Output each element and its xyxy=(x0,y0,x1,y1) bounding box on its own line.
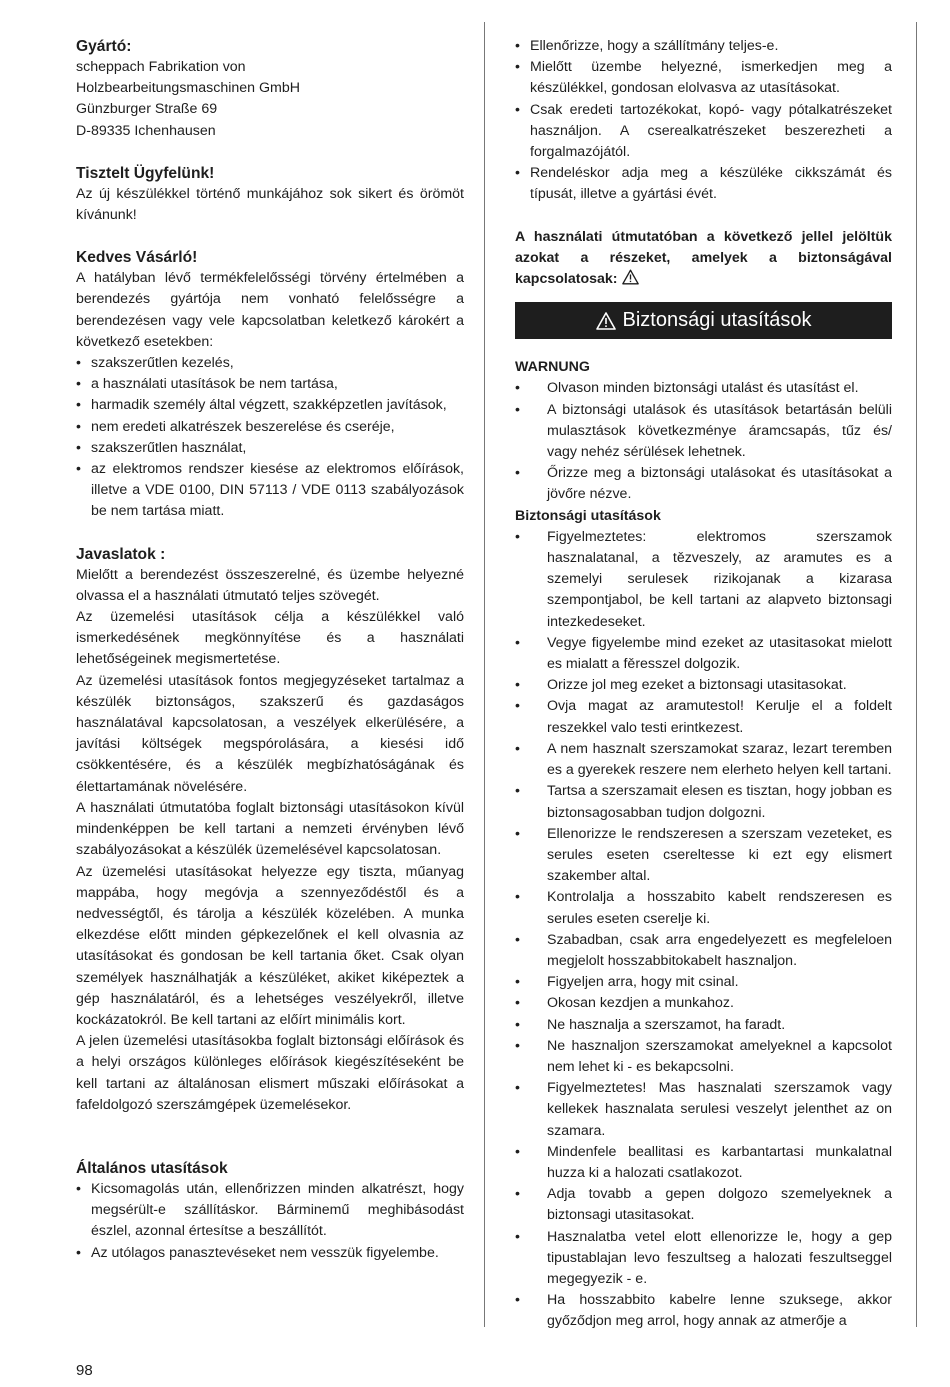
general-bullet-list xyxy=(76,1179,464,1264)
list-item: • Orizze jol meg ezeket a biztonsagi utasitasokat. xyxy=(515,675,892,696)
list-item: • Ne hasznaljon szerszamokat amelyeknel a kapcsolot nem lehet ki - es bekapcsolni. xyxy=(515,1036,892,1078)
list-item: • szakszerűtlen kezelés, xyxy=(76,353,464,374)
address-line: Holzbearbeitungsmaschinen GmbH xyxy=(76,80,300,97)
list-item: • Vegye figyelembe mind ezeket az utasitasokat mielott es mialatt a fěresszel dolgozik. xyxy=(515,633,892,675)
buyer-text: A hatályban lévő termékfelelősségi törvény értelmében a berendezés gyártója nem vonható felelősségre a berendezésen vagy vele kapcsolatban keletkező károkért a következő esetekben: xyxy=(76,270,464,350)
warnung-bullet-list xyxy=(515,378,892,505)
manufacturer-heading: Gyártó: xyxy=(76,38,132,55)
customer-text: Az új készülékkel történő munkájához sok sikert és örömöt kívánunk! xyxy=(76,185,464,224)
list-item: • szakszerűtlen használat, xyxy=(76,438,464,459)
list-item: • Rendeléskor adja meg a készüléke cikkszámát és típusát, illetve a gyártási évét. xyxy=(515,163,892,205)
advice-paragraph: A jelen üzemelési utasításokba foglalt biztonsági előírások és a helyi országos különleges előírások kiegészítéseként be kell tartani az általánosan elismert műszaki előírásokat a fafeldolgozó szerszámgépek üzemelésekor. xyxy=(76,1033,464,1113)
address-line: Günzburger Straße 69 xyxy=(76,101,218,118)
safety-bullet-list xyxy=(515,527,892,1333)
warning-triangle-icon xyxy=(596,312,616,330)
list-item: • harmadik személy által végzett, szakképzetlen javítások, xyxy=(76,395,464,416)
advice-paragraph: Az üzemelési utasítások célja a készülékkel való ismerkedésének megkönnyítése és a használati lehetőségeinek megismertetése. xyxy=(76,609,464,668)
list-item: • Hasznalatba vetel elott ellenorizze le, hogy a gep tipustablajan levo feszultseg a halozati feszultseggel megegyezik - e. xyxy=(515,1227,892,1291)
list-item: • Szabadban, csak arra engedelyezett es megfeleloen megjelolt hosszabbitokabelt hasznaljon. xyxy=(515,930,892,972)
advice-paragraph: Az üzemelési utasítások fontos megjegyzéseket tartalmaz a készülék biztonságos, szakszerű és gazdaságos használatával kapcsolatosan, a veszélyek elkerülésére, a javítási költségek megspórolására, a kiesési idő csökkentésére, és a készülék megbízhatóságának és élettartamának növelésére. xyxy=(76,672,464,795)
warning-triangle-icon xyxy=(622,269,639,285)
list-item: • Ellenőrizze, hogy a szállítmány teljes-e. xyxy=(515,36,892,57)
list-item: • Az utólagos panasztevéseket nem vesszük figyelembe. xyxy=(76,1243,464,1264)
list-item: • Figyeljen arra, hogy mit csinal. xyxy=(515,972,892,993)
top-bullet-list xyxy=(515,36,892,206)
advice-heading: Javaslatok : xyxy=(76,545,166,563)
warnung-heading: WARNUNG xyxy=(515,359,590,376)
safety-subheading: Biztonsági utasítások xyxy=(515,507,661,524)
advice-paragraph: A használati útmutatóba foglalt biztonsági utasításokon kívül mindenképpen be kell tartani a nemzeti érvényben lévő szabályozásokat a készülék üzemelésével kapcsolatosan. xyxy=(76,799,464,859)
list-item: • Kontrolalja a hosszabito kabelt rendszeresen es serules eseten cserelje ki. xyxy=(515,887,892,929)
list-item: • Mielőtt üzembe helyezné, ismerkedjen meg a készülékkel, gondosan elolvasva az utasításokat. xyxy=(515,57,892,99)
list-item: • Kicsomagolás után, ellenőrizzen minden alkatrészt, hogy megsérült-e szállításkor. Bárminemű meghibásodást észlel, azonnal értesítse a beszállítót. xyxy=(76,1179,464,1243)
right-column-rule xyxy=(916,22,917,1327)
left-column-rule xyxy=(484,22,485,1327)
banner-title: Biztonsági utasítások xyxy=(622,309,812,332)
advice-paragraph: Mielőtt a berendezést összeszerelné, és üzembe helyezné olvassa el a használati útmutató teljes szövegét. xyxy=(76,566,464,604)
safety-banner xyxy=(515,302,892,339)
warning-note xyxy=(515,227,892,291)
warning-note-text: A használati útmutatóban a következő jellel jelöltük azokat a részeket, amelyek a biztonságával kapcsolatosak: xyxy=(515,228,892,288)
customer-heading: Tisztelt Ügyfelünk! xyxy=(76,164,215,182)
address-line: D-89335 Ichenhausen xyxy=(76,122,216,139)
list-item: • Őrizze meg a biztonsági utalásokat és utasításokat a jövőre nézve. xyxy=(515,463,892,505)
list-item: • Ellenorizze le rendszeresen a szerszam vezeteket, es serules eseten csereltesse ki ezt egy elismert szakember altal. xyxy=(515,824,892,888)
list-item: • Ha hosszabbito kabelre lenne szuksege, akkor győződjon meg arrol, hogy annak az atmerője a xyxy=(515,1290,892,1332)
list-item: • Figyelmeztetes! Mas hasznalati szerszamok vagy kellekek hasznalata serulesi veszelyt jelenthet az on szamara. xyxy=(515,1078,892,1142)
list-item: • Olvason minden biztonsági utalást és utasítást el. xyxy=(515,378,892,399)
list-item: • Adja tovabb a gepen dolgozo szemelyeknek a biztonsagi utasitasokat. xyxy=(515,1184,892,1226)
list-item: • a használati utasítások be nem tartása, xyxy=(76,374,464,395)
list-item: • nem eredeti alkatrészek beszerelése és cseréje, xyxy=(76,417,464,438)
list-item: • A biztonsági utalások és utasítások betartásán belüli mulasztások következménye áramcsapás, tűz és/ vagy nehéz sérülések lehetnek. xyxy=(515,400,892,464)
address-line: scheppach Fabrikation von xyxy=(76,59,246,75)
list-item: • Csak eredeti tartozékokat, kopó- vagy pótalkatrészeket használjon. A cserealkatrészeket beszerezheti a forgalmazójától. xyxy=(515,100,892,164)
buyer-bullet-list xyxy=(76,353,464,523)
right-column xyxy=(515,36,892,1333)
advice-paragraph: Az üzemelési utasításokat helyezze egy tiszta, műanyag mappába, hogy megóvja a szennyeződéstől és a nedvességtől, és tárolja a készülék közelében. A munka elkezdése előtt minden gépkezelőnek el kell olvasnia az utasításokat és gondosan be kell tartania őket. Csak olyan személyek használhatják a készüléket, akiket kiképeztek a gép használatáról, és a lehetséges veszélyekről, illetve kockázatokról. Be kell tartani az előírt minimális kort. xyxy=(76,863,464,1028)
list-item: • Ovja magat az aramutestol! Kerulje el a foldelt reszekkel valo testi erintkezest. xyxy=(515,696,892,738)
list-item: • A nem hasznalt szerszamokat szaraz, lezart teremben es a gyerekek reszere nem elerheto helyen kell tartani. xyxy=(515,739,892,781)
page-number: 98 xyxy=(76,1362,93,1379)
list-item: • Mindenfele beallitasi es karbantartasi munkalatnal huzza ki a halozati csatlakozot. xyxy=(515,1142,892,1184)
buyer-heading: Kedves Vásárló! xyxy=(76,249,198,267)
list-item: • Okosan kezdjen a munkahoz. xyxy=(515,993,892,1014)
list-item: • Tartsa a szerszamait elesen es tisztan, hogy jobban es biztonsagosabban tudjon dolgozni. xyxy=(515,781,892,823)
list-item: • az elektromos rendszer kiesése az elektromos előírások, illetve a VDE 0100, DIN 57113 / VDE 0113 szabályozások be nem tartása miatt. xyxy=(76,459,464,523)
left-column xyxy=(76,36,464,1264)
general-heading: Általános utasítások xyxy=(76,1159,228,1177)
list-item: • Ne hasznalja a szerszamot, ha faradt. xyxy=(515,1015,892,1036)
list-item: • Figyelmeztetes: elektromos szerszamok hasznalatanal, a tězveszely, az aramutes es a szemelyi serulesek rizikojanak a kizarasa szempontjabol, be kell tartani az alapveto biztonsagi intezkedeseket. xyxy=(515,527,892,633)
manufacturer-address xyxy=(76,57,464,142)
